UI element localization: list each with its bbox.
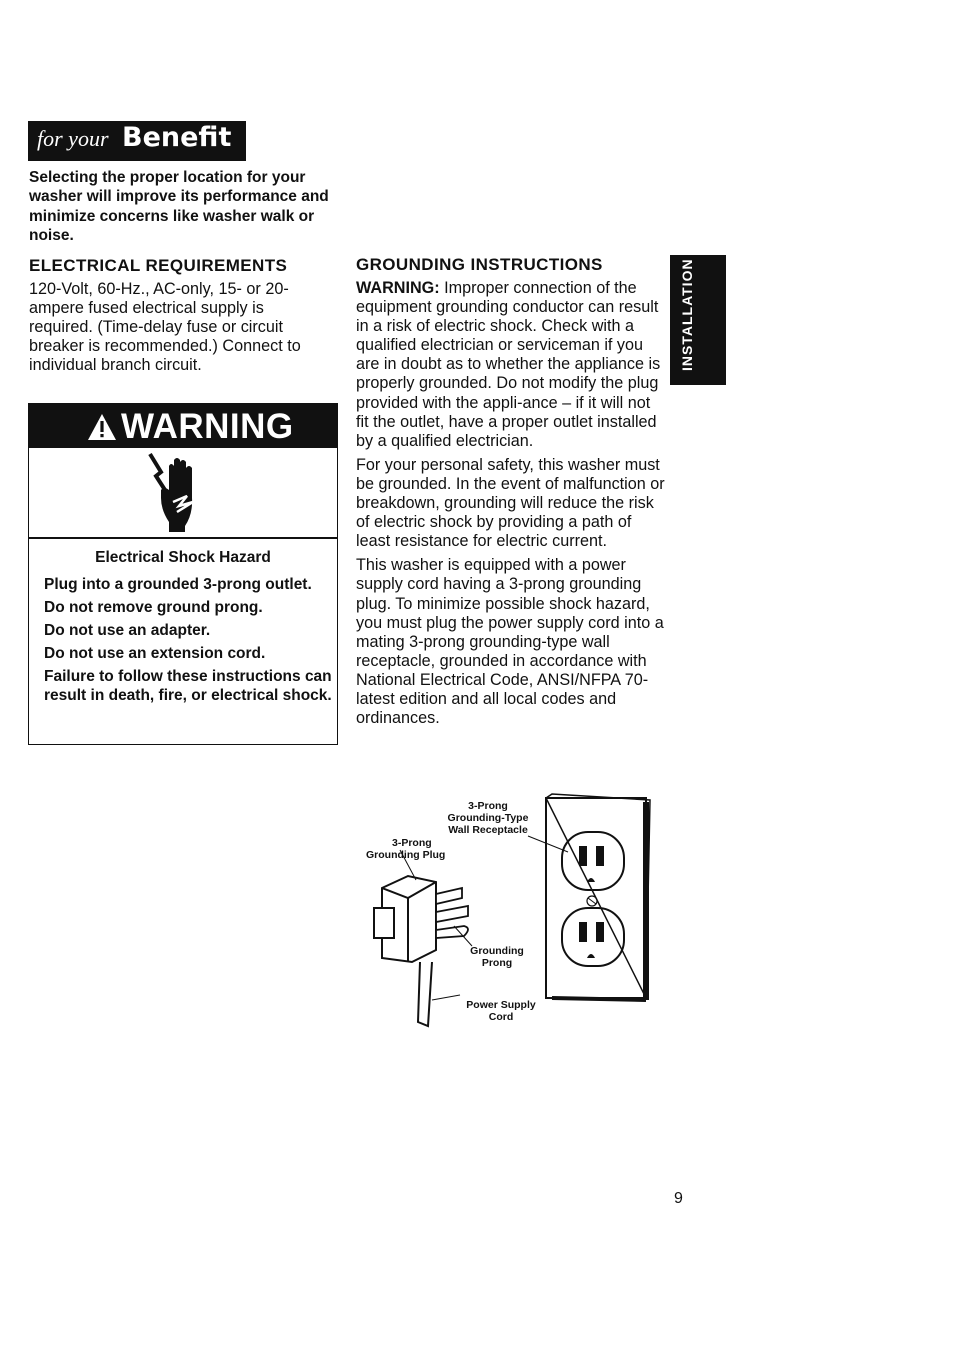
warning-title: WARNING	[121, 407, 294, 446]
badge-for-your: for your	[37, 126, 109, 151]
intro-text: Selecting the proper location for your washer will improve its performance and minimize concerns like washer walk or noise.	[29, 169, 329, 244]
side-tab-label: INSTALLATION	[679, 258, 695, 371]
plug-label: 3-Prong Grounding Plug	[366, 837, 446, 861]
installation-side-tab	[670, 255, 726, 385]
grounding-paragraph-2: For your personal safety, this washer must be grounded. In the event of malfunction or breakdown, grounding will reduce the risk of electric shock by providing a path of least resistance for electric current.	[356, 455, 665, 551]
warning-line: Do not remove ground prong.	[44, 599, 263, 616]
for-your-benefit-badge	[28, 121, 246, 160]
grounding-paragraph-3: This washer is equipped with a power supply cord having a 3-prong grounding plug. To minimize possible shock hazard, you must plug the power supply cord into a mating 3-prong grounding-type wall receptacle, grounded in accordance with National Electrical Code, ANSI/NFPA 70-latest edition and all local codes and ordinances.	[356, 556, 664, 728]
power-cord-label: Power Supply Cord	[466, 999, 536, 1023]
badge-benefit: Benefit	[122, 122, 232, 153]
warning-header-bar	[29, 404, 337, 448]
warning-triangle-icon	[87, 413, 117, 441]
electric-shock-hand-icon	[147, 452, 217, 534]
warning-line: Failure to follow these instructions can result in death, fire, or electrical shock.	[44, 668, 332, 704]
electrical-body: 120-Volt, 60-Hz., AC-only, 15- or 20-ampere fused electrical supply is required. (Time-delay fuse or circuit breaker is recommended.) Connect to individual branch circuit.	[29, 280, 301, 375]
grounding-paragraph-1-text: Improper connection of the equipment grounding conductor can result in a risk of electric shock. Check with a qualified electrician or serviceman if you are in doubt as to whether the appliance is properly grounded. Do not modify the plug provided with the appli-ance – if it will not fit the outlet, have a proper outlet installed by a qualified electrician.	[356, 279, 661, 450]
warning-lines	[44, 575, 334, 709]
electrical-heading: ELECTRICAL REQUIREMENTS	[29, 256, 288, 275]
receptacle-label: 3-Prong Grounding-Type Wall Receptacle	[447, 800, 529, 836]
grounding-prong-label: Grounding Prong	[470, 945, 524, 969]
page-number: 9	[674, 1190, 683, 1207]
hazard-title: Electrical Shock Hazard	[95, 549, 271, 566]
grounding-body	[356, 279, 666, 733]
warning-line: Do not use an extension cord.	[44, 645, 266, 662]
warning-line: Do not use an adapter.	[44, 622, 211, 639]
grounding-warning-label: WARNING:	[356, 279, 440, 297]
warning-separator	[29, 537, 337, 539]
grounding-heading: GROUNDING INSTRUCTIONS	[356, 255, 603, 274]
grounding-paragraph-1	[356, 279, 666, 451]
warning-box	[28, 403, 338, 745]
warning-line: Plug into a grounded 3-prong outlet.	[44, 576, 312, 593]
plug-receptacle-figure	[360, 790, 660, 1035]
badge-underline	[28, 158, 246, 161]
